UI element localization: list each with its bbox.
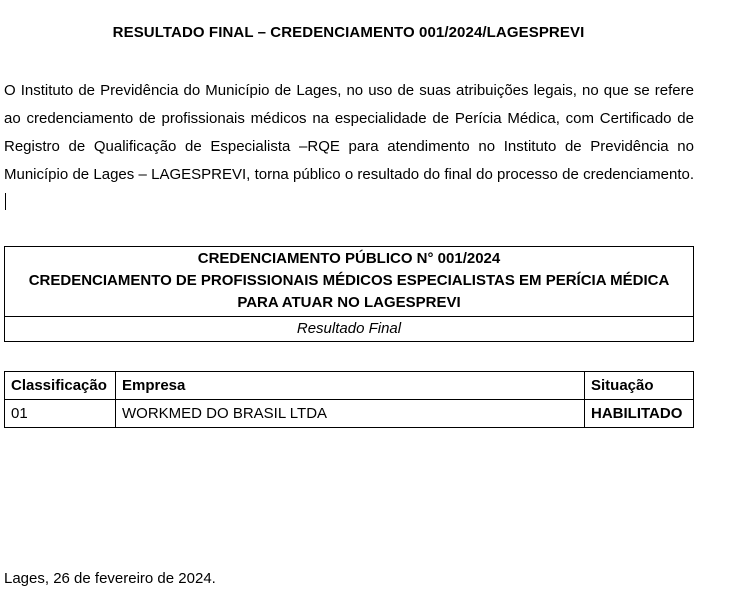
cell-situacao: HABILITADO bbox=[585, 400, 694, 428]
box-subtitle: Resultado Final bbox=[296, 320, 402, 337]
header-empresa: Empresa bbox=[116, 372, 585, 400]
document-title: RESULTADO FINAL – CREDENCIAMENTO 001/2024/LAGESPREVI bbox=[112, 24, 585, 41]
text-cursor bbox=[5, 193, 6, 210]
box-heading-line-2: CREDENCIAMENTO DE PROFISSIONAIS MÉDICOS ESPECIALISTAS EM PERÍCIA MÉDICA bbox=[28, 272, 670, 289]
intro-paragraph bbox=[4, 77, 694, 217]
header-classificacao: Classificação bbox=[5, 372, 116, 400]
box-heading-line-3: PARA ATUAR NO LAGESPREVI bbox=[237, 294, 461, 311]
header-situacao: Situação bbox=[585, 372, 694, 400]
cell-classificacao: 01 bbox=[5, 400, 116, 428]
table-row bbox=[5, 400, 694, 428]
results-table bbox=[4, 371, 694, 428]
footer-date: Lages, 26 de fevereiro de 2024. bbox=[4, 570, 216, 587]
box-heading bbox=[5, 247, 693, 317]
intro-text: O Instituto de Previdência do Município de Lages, no uso de suas atribuições legais, no que se refere ao credenciamento de profissionais médicos na especialidade de Perícia Médica, com Certificado de Registro de Qualificação de Especialista –RQE para atendimento no Instituto de Previdência no Município de Lages – LAGESPREVI, torna público o resultado do final do processo de credenciamento. bbox=[4, 82, 694, 183]
cell-empresa: WORKMED DO BRASIL LTDA bbox=[116, 400, 585, 428]
table-header-row bbox=[5, 372, 694, 400]
credenciamento-header-box bbox=[4, 246, 694, 342]
box-heading-line-1: CREDENCIAMENTO PÚBLICO N° 001/2024 bbox=[197, 250, 501, 267]
